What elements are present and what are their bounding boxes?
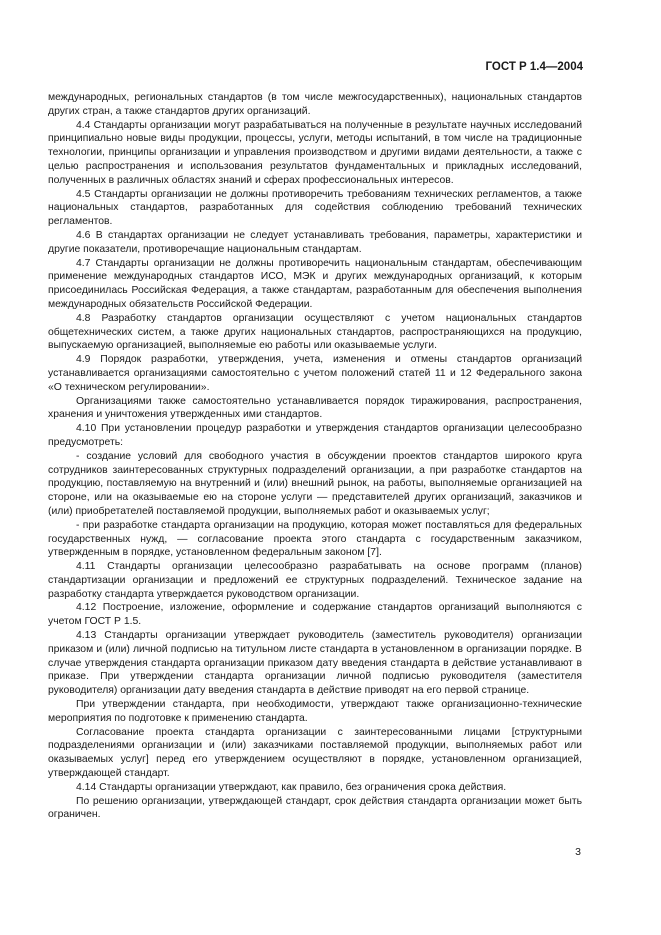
paragraph-4-12: 4.12 Построение, изложение, оформление и содержание стандартов организаций выполняются с учетом ГОСТ Р 1.5. [48, 602, 582, 628]
paragraph-4-4: 4.4 Стандарты организации могут разрабатываться на полученные в результате научных исследований принципиально новые виды продукции, процессы, услуги, методы испытаний, в том числе на традиционные технологии, принципы организации и управления производством и другими видами деятельности, а также с целью распространения и использования результатов фундаментальных и прикладных исследований, полученных в различных областях знаний и сферах профессиональных интересов. [48, 119, 582, 186]
paragraph-4-6: 4.6 В стандартах организации не следует устанавливать требования, параметры, характеристики и другие показатели, противоречащие национальным стандартам. [48, 229, 582, 255]
paragraph-4-11: 4.11 Стандарты организации целесообразно разрабатывать на основе программ (планов) стандартизации организации и предложений ее структурных подразделений. Техническое задание на разработку стандарта утверждается руководством организации. [48, 561, 582, 600]
paragraph-4-13: 4.13 Стандарты организации утверждает руководитель (заместитель руководителя) организации приказом и (или) личной подписью на титульном листе стандарта в установленном в организации порядке. В случае утверждения стандарта организации приказом дату введения стандарта в действие устанавливают в приказе. При утверждении стандарта организации личной подписью руководителя (заместителя руководителя) организации дату введения стандарта в действие приводят на его первой странице. [48, 630, 582, 697]
paragraph-4-14-term: По решению организации, утверждающей стандарт, срок действия стандарта организации может быть ограничен. [48, 795, 582, 821]
paragraph-4-8: 4.8 Разработку стандартов организации осуществляют с учетом национальных стандартов общетехнических систем, а также других национальных стандартов, распространяющихся на продукцию, выпускаемую организацией, выполняемые ею работы или оказываемые услуги. [48, 312, 582, 352]
paragraph-4-7: 4.7 Стандарты организации не должны противоречить национальным стандартам, обеспечивающим применение международных стандартов ИСО, МЭК и других международных организаций, к которым присоединилась Российская Федерация, а также стандартам, разработанным для обеспечения выполнения международных обязательств Российской Федерации. [48, 257, 582, 310]
paragraph-4-9: 4.9 Порядок разработки, утверждения, учета, изменения и отмены стандартов организаций устанавливается организациями самостоятельно с учетом положений статей 11 и 12 Федерального закона «О техническом регулировании». [48, 354, 582, 393]
page-number: 3 [575, 846, 581, 858]
paragraph-4-13-measures: При утверждении стандарта, при необходимости, утверждают также организационно-технические мероприятия по подготовке к применению стандарта. [48, 699, 582, 724]
list-item-conditions: - создание условий для свободного участия в обсуждении проектов стандартов широкого круга сотрудников заинтересованных структурных подразделений организации, а при разработке стандартов на продукцию, поставляемую на внутренний и (или) внешний рынок, на работы, выполняемые организацией на стороне, или на оказываемые ею на стороне услуги — представителей других организаций, заказчиков и (или) приобретателей поставляемой продукции, выполняемых работ и оказываемых услуг; [48, 450, 582, 517]
paragraph-continuation: международных, региональных стандартов (в том числе межгосударственных), национальных стандартов других стран, а также стандартов других организаций. [48, 92, 582, 117]
paragraph-4-13-approval: Согласование проекта стандарта организации с заинтересованными лицами [структурными подразделениями организации и (или) заказчиками поставляемой продукции, выполняемых работ или оказываемых услуг] перед его утверждением осуществляют в порядке, установленном организацией, утверждающей стандарт. [48, 726, 582, 780]
paragraph-4-9-continued: Организациями также самостоятельно устанавливается порядок тиражирования, распространения, хранения и уничтожения утвержденных ими стандартов. [48, 395, 582, 421]
document-body [48, 91, 582, 822]
paragraph-4-5: 4.5 Стандарты организации не должны противоречить требованиям технических регламентов, а также национальных стандартов, разработанных для содействия соблюдению требований технических регламентов. [48, 188, 582, 228]
list-item-federal-needs: - при разработке стандарта организации на продукцию, которая может поставляться для федеральных государственных нужд, — согласование проекта этого стандарта с государственным заказчиком, утвержденным в порядке, установленном федеральным законом [7]. [48, 519, 582, 559]
document-header-code: ГОСТ Р 1.4—2004 [485, 61, 583, 73]
paragraph-4-10: 4.10 При установлении процедур разработки и утверждения стандартов организации целесообразно предусмотреть: [48, 423, 582, 448]
paragraph-4-14: 4.14 Стандарты организации утверждают, как правило, без ограничения срока действия. [76, 781, 507, 793]
